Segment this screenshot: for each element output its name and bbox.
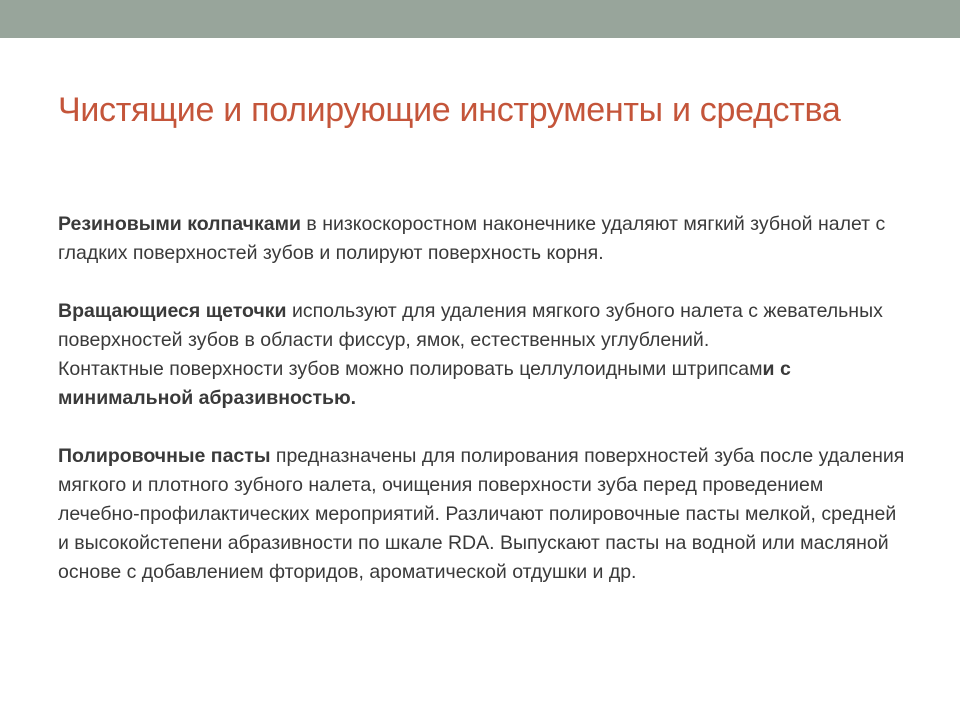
slide-title: Чистящие и полирующие инструменты и средства xyxy=(58,91,841,129)
term-polishing-pastes: Полировочные пасты xyxy=(58,445,271,467)
paragraph-contact-surfaces xyxy=(58,355,908,413)
term-rotating-brushes: Вращающиеся щеточки xyxy=(58,300,287,322)
term-rubber-cups: Резиновыми колпачками xyxy=(58,213,301,235)
paragraph-rubber-cups-text: в низкоскоростном наконечнике удаляют мягкий зубной налет с гладких поверхностей зубов и полируют поверхность корня. xyxy=(58,213,886,264)
paragraph-rotating-brushes xyxy=(58,297,908,355)
paragraph-contact-surfaces-text: Контактные поверхности зубов можно полировать целлулоидными штрипсам xyxy=(58,358,763,380)
term-minimal-abrasiveness: и с минимальной абразивностью. xyxy=(58,358,791,409)
slide-body xyxy=(58,210,908,587)
top-accent-bar xyxy=(0,0,960,38)
paragraph-rubber-cups xyxy=(58,210,908,268)
paragraph-polishing-pastes xyxy=(58,442,908,587)
paragraph-spacer xyxy=(58,413,908,442)
paragraph-rotating-brushes-text: используют для удаления мягкого зубного налета с жевательных поверхностей зубов в области фиссур, ямок, естественных углублений. xyxy=(58,300,883,351)
paragraph-polishing-pastes-text: предназначены для полирования поверхностей зуба после удаления мягкого и плотного зубного налета, очищения поверхности зуба перед проведением лечебно-профилактических мероприятий. Различают полировочные пасты мелкой, средней и высокойстепени абразивности по шкале RDA. Выпускают пасты на водной или масляной основе с добавлением фторидов, ароматической отдушки и др. xyxy=(58,445,905,583)
paragraph-spacer xyxy=(58,268,908,297)
